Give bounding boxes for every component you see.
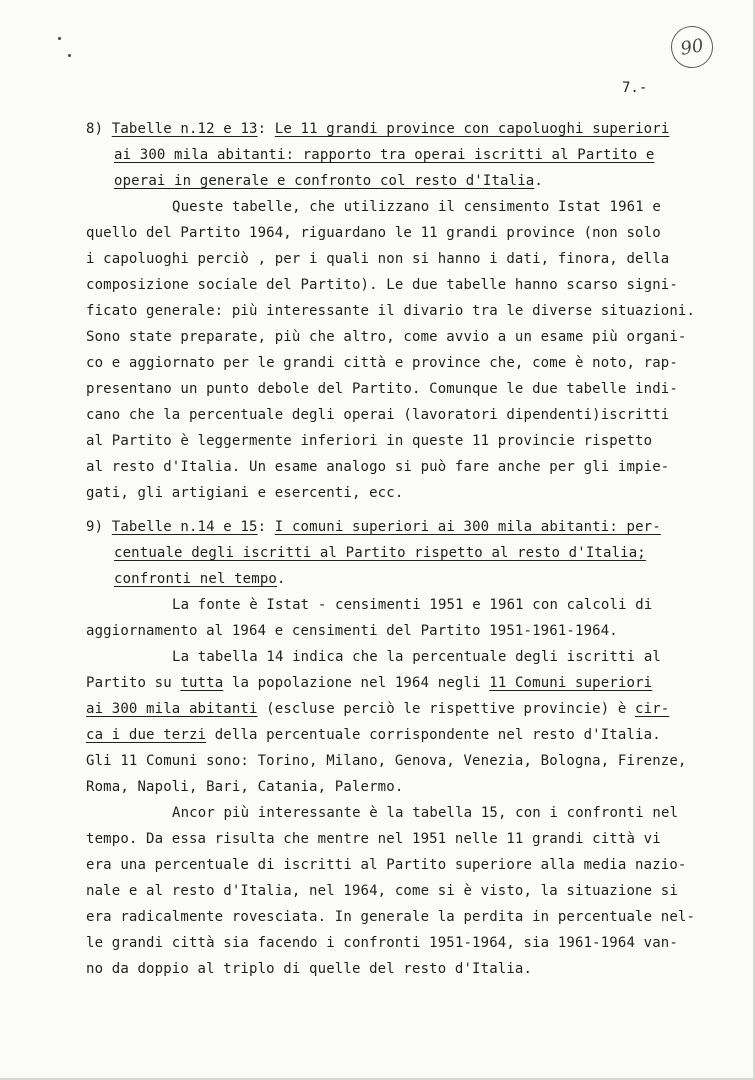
section-8-body-line: cano che la percentuale degli operai (lavoratori dipendenti)iscritti <box>86 407 670 423</box>
page-number: 7.- <box>622 80 648 96</box>
section-8-body-line: presentano un punto debole del Partito. Comunque le due tabelle indi- <box>86 381 678 397</box>
section-9-heading-line-1: 9) Tabelle n.14 e 15: I comuni superiori ai 300 mila abitanti: per- <box>86 519 661 535</box>
section-8-heading-line-3: operai in generale e confronto col resto d'Italia. <box>114 173 543 189</box>
speck-mark <box>58 37 61 40</box>
section-8-body-line: composizione sociale del Partito). Le due tabelle hanno scarso signi- <box>86 277 678 293</box>
section-8-body-line: Queste tabelle, che utilizzano il censimento Istat 1961 e <box>172 199 661 215</box>
section-9-body-line: nale e al resto d'Italia, nel 1964, come si è visto, la situazione si <box>86 883 678 899</box>
section-8-body-line: gati, gli artigiani e esercenti, ecc. <box>86 485 404 501</box>
section-9-body-line: era una percentuale di iscritti al Partito superiore alla media nazio- <box>86 857 687 873</box>
section-8-body-line: quello del Partito 1964, riguardano le 11 grandi province (non solo <box>86 225 661 241</box>
section-9-body-line: La tabella 14 indica che la percentuale degli iscritti al <box>172 649 661 665</box>
section-9-body-line: ca i due terzi della percentuale corrispondente nel resto d'Italia. <box>86 727 661 743</box>
section-8-heading-line-1: 8) Tabelle n.12 e 13: Le 11 grandi province con capoluoghi superiori <box>86 121 670 137</box>
section-8-body-line: ficato generale: più interessante il divario tra le diverse situazioni. <box>86 303 696 319</box>
section-8-heading-line-2: ai 300 mila abitanti: rapporto tra operai iscritti al Partito e <box>114 147 655 163</box>
section-9-heading-line-3: confronti nel tempo. <box>114 571 286 587</box>
section-8-body-line: al Partito è leggermente inferiori in queste 11 provincie rispetto <box>86 433 653 449</box>
section-9-body-line: tempo. Da essa risulta che mentre nel 1951 nelle 11 grandi città vi <box>86 831 661 847</box>
section-9-body-line: aggiornamento al 1964 e censimenti del Partito 1951-1961-1964. <box>86 623 618 639</box>
section-9-body-line: ai 300 mila abitanti (escluse perciò le rispettive provincie) è cir- <box>86 701 670 717</box>
section-9-body-line: no da doppio al triplo di quelle del resto d'Italia. <box>86 961 533 977</box>
section-9-body-line: Partito su tutta la popolazione nel 1964 negli 11 Comuni superiori <box>86 675 653 691</box>
section-9-body-line: Ancor più interessante è la tabella 15, con i confronti nel <box>172 805 679 821</box>
section-9-body-line: era radicalmente rovesciata. In generale la perdita in percentuale nel- <box>86 909 696 925</box>
section-9-body-line: La fonte è Istat - censimenti 1951 e 1961 con calcoli di <box>172 597 653 613</box>
speck-mark <box>68 54 71 57</box>
section-8-body-line: al resto d'Italia. Un esame analogo si può fare anche per gli impie- <box>86 459 670 475</box>
handwritten-page-stamp: 90 <box>668 23 717 72</box>
section-9-body-line: Gli 11 Comuni sono: Torino, Milano, Genova, Venezia, Bologna, Firenze, <box>86 753 687 769</box>
section-9-heading-line-2: centuale degli iscritti al Partito rispetto al resto d'Italia; <box>114 545 646 561</box>
section-9-body-line: le grandi città sia facendo i confronti 1951-1964, sia 1961-1964 van- <box>86 935 678 951</box>
section-8-body-line: co e aggiornato per le grandi città e province che, come è noto, rap- <box>86 355 678 371</box>
section-8-body-line: i capoluoghi perciò , per i quali non si hanno i dati, finora, della <box>86 251 670 267</box>
section-8-body-line: Sono state preparate, più che altro, come avvio a un esame più organi- <box>86 329 687 345</box>
section-9-body-line: Roma, Napoli, Bari, Catania, Palermo. <box>86 779 404 795</box>
